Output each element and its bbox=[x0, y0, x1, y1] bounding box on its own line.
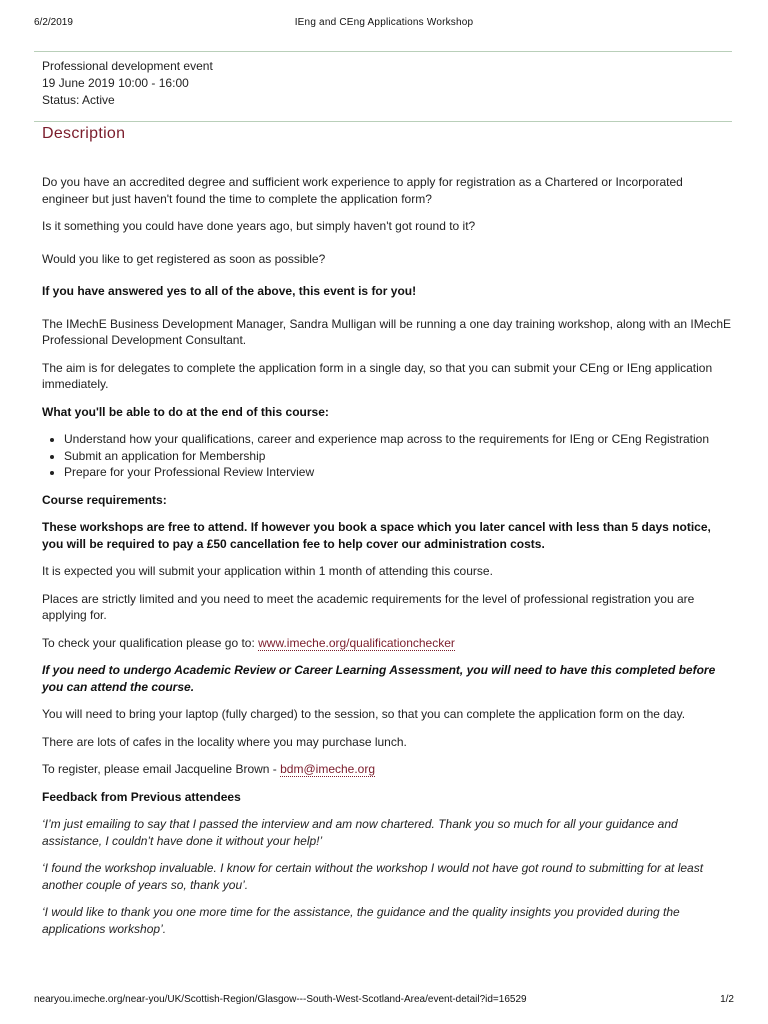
event-datetime: 19 June 2019 10:00 - 16:00 bbox=[42, 76, 189, 90]
call-to-action-text: If you have answered yes to all of the above, this event is for you! bbox=[42, 284, 417, 298]
list-item: • Submit an application for Membership bbox=[64, 448, 732, 465]
academic-review-notice: If you need to undergo Academic Review or Career Learning Assessment, you will need to have this completed before you can attend the course. bbox=[42, 663, 716, 694]
print-date: 6/2/2019 bbox=[34, 17, 73, 28]
print-title: IEng and CEng Applications Workshop bbox=[294, 17, 474, 28]
question-paragraph-1: Is it something you could have done years ago, but simply haven't got round to it? bbox=[42, 219, 476, 233]
qualification-check-text: To check your qualification please go to: bbox=[42, 635, 259, 650]
question-paragraph-2: Would you like to get registered as soon as possible? bbox=[42, 251, 326, 266]
section-divider bbox=[34, 121, 732, 122]
event-status: Status: Active bbox=[42, 93, 115, 107]
aim-paragraph: The aim is for delegates to complete the application form in a single day, so that you can submit your CEng or IEng application immediately. bbox=[42, 360, 713, 391]
top-divider bbox=[34, 51, 732, 52]
event-meta bbox=[42, 58, 213, 109]
testimonial-quote: ‘I would like to thank you one more time for the assistance, the guidance and the quality insights you provided during the applications workshop’. bbox=[42, 905, 680, 936]
qualification-checker-link[interactable]: www.imeche.org/qualificationchecker bbox=[258, 635, 455, 650]
page-number: 1/2 bbox=[720, 994, 734, 1005]
description-body bbox=[42, 174, 732, 937]
places-paragraph: Places are strictly limited and you need to meet the academic requirements for the level of professional registration you are applying for. bbox=[42, 591, 695, 622]
cafes-paragraph: There are lots of cafes in the locality where you may purchase lunch. bbox=[42, 734, 407, 749]
requirements-heading: Course requirements: bbox=[42, 492, 167, 507]
print-header bbox=[0, 17, 768, 31]
laptop-paragraph: You will need to bring your laptop (fully charged) to the session, so that you can complete the application form on the day. bbox=[42, 707, 686, 721]
manager-paragraph: The IMechE Business Development Manager, Sandra Mulligan will be running a one day training workshop, along with an IMechE Professional Development Consultant. bbox=[42, 316, 732, 347]
feedback-heading: Feedback from Previous attendees bbox=[42, 789, 241, 804]
course-outcomes-heading: What you'll be able to do at the end of this course: bbox=[42, 404, 329, 419]
register-email-link[interactable]: bdm@imeche.org bbox=[280, 762, 376, 776]
print-footer bbox=[0, 994, 768, 1008]
cancellation-notice: These workshops are free to attend. If however you book a space which you later cancel with less than 5 days notice, you will be required to pay a £50 cancellation fee to help cover our administration costs. bbox=[42, 520, 711, 551]
submission-paragraph: It is expected you will submit your application within 1 month of attending this course. bbox=[42, 564, 493, 578]
footer-url: nearyou.imeche.org/near-you/UK/Scottish-Region/Glasgow---South-West-Scotland-Area/event-detail?id=16529 bbox=[34, 994, 527, 1005]
event-type: Professional development event bbox=[42, 59, 213, 73]
testimonial-quote: ‘I’m just emailing to say that I passed the interview and am now chartered. Thank you so much for all your guidance and assistance, I couldn’t have done it without your help!’ bbox=[42, 817, 678, 848]
list-item: • Understand how your qualifications, career and experience map across to the requirements for IEng or CEng Registration bbox=[64, 431, 732, 448]
course-outcomes-list bbox=[42, 431, 732, 481]
register-line bbox=[42, 761, 732, 778]
qualification-check-line bbox=[42, 635, 732, 652]
register-text: To register, please email Jacqueline Brown - bbox=[42, 762, 281, 776]
list-item: • Prepare for your Professional Review Interview bbox=[64, 464, 732, 481]
testimonial-quote: ‘I found the workshop invaluable. I know for certain without the workshop I would not have got round to submitting for at least another couple of years so, thank you’. bbox=[42, 861, 704, 892]
intro-paragraph: Do you have an accredited degree and sufficient work experience to apply for registration as a Chartered or Incorporated engineer but just haven't found the time to complete the application form? bbox=[42, 175, 683, 206]
description-heading: Description bbox=[42, 125, 126, 142]
